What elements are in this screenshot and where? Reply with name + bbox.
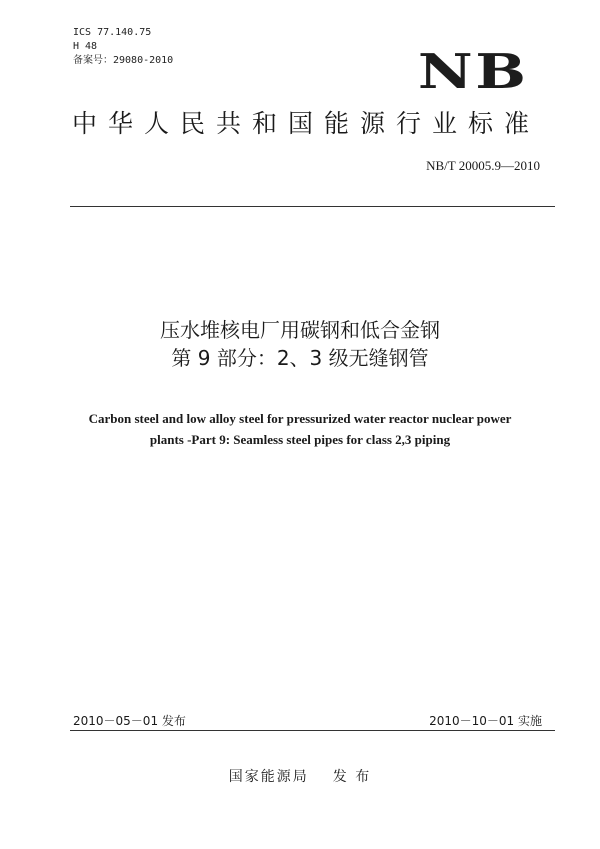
metadata-block <box>73 26 173 68</box>
record-number: 备案号：29080-2010 <box>73 55 174 66</box>
release-date: 2010－05－01 发布 <box>73 714 186 728</box>
implementation-date: 2010－10－01 实施 <box>429 714 542 728</box>
issuer-line <box>0 766 600 786</box>
standard-code: NB/T 20005.9—2010 <box>426 158 540 173</box>
english-title-line-1: Carbon steel and low alloy steel for pressurized water reactor nuclear power <box>88 411 512 426</box>
english-title-line-2: plants -Part 9: Seamless steel pipes for class 2,3 piping <box>149 432 451 447</box>
chinese-title-line-2: 第 9 部分：2、3 级无缝钢管 <box>171 346 429 370</box>
nb-logo: NB <box>417 44 528 100</box>
english-title <box>60 408 540 450</box>
header-divider <box>70 206 555 207</box>
issuer-name: 国家能源局 <box>228 769 309 785</box>
chinese-title-line-1: 压水堆核电厂用碳钢和低合金钢 <box>160 318 440 342</box>
chinese-title <box>0 316 600 372</box>
issue-label: 发 布 <box>332 769 372 785</box>
standard-category-title: 中华人民共和国能源行业标准 <box>72 109 541 138</box>
classification-code: H 48 <box>73 41 98 52</box>
ics-code: ICS 77.140.75 <box>73 27 152 38</box>
footer-divider <box>70 730 555 731</box>
